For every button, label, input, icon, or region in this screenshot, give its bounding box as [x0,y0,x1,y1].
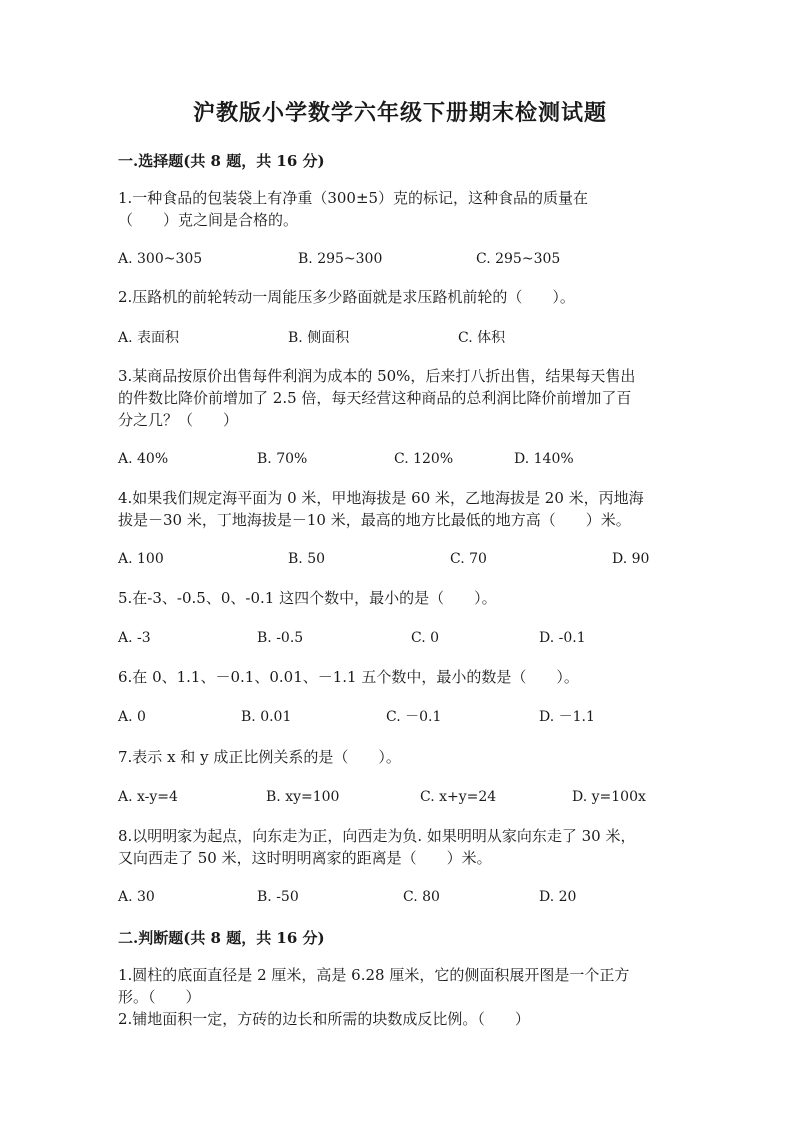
question-text [118,187,688,231]
option-c: C. x+y=24 [420,789,497,805]
options-row [118,327,688,349]
option-a: A. 100 [118,551,164,567]
options-row [118,248,688,270]
option-b: B. 50 [288,551,326,567]
question-text [118,746,688,768]
option-b: B. -0.5 [257,630,304,646]
option-b: B. 70% [257,451,308,467]
option-a: A. 0 [118,709,146,725]
option-a: A. 300~305 [118,251,203,267]
section-heading-judgement: 二.判断题(共 8 题，共 16 分) [118,929,325,947]
options-row [118,706,688,728]
section-heading-choice: 一.选择题(共 8 题，共 16 分) [118,152,325,170]
option-a: A. 40% [118,451,169,467]
question-line: 7.表示 x 和 y 成正比例关系的是（ ）。 [118,748,401,766]
question-line: 1.圆柱的底面直径是 2 厘米，高是 6.28 厘米，它的侧面积展开图是一个正方 [118,966,630,984]
question-text [118,365,688,431]
question-line: 1.一种食品的包装袋上有净重（300±5）克的标记，这种食品的质量在 [118,189,589,207]
question-text [118,487,688,531]
options-row [118,548,688,570]
question-text [118,825,688,869]
question-line: 形。（ ） [118,988,201,1006]
option-c: C. －0.1 [386,709,442,725]
question-line: 3.某商品按原价出售每件利润为成本的 50%，后来打八折出售，结果每天售出 [118,367,636,385]
option-a: A. 表面积 [118,330,180,346]
option-c: C. 70 [450,551,487,567]
option-d: D. -0.1 [539,630,586,646]
options-row [118,886,688,908]
question-line: 5.在-3、-0.5、0、-0.1 这四个数中，最小的是（ ）。 [118,589,497,607]
option-d: D. 90 [612,551,650,567]
option-b: B. xy=100 [266,789,340,805]
question-text [118,286,688,308]
option-d: D. －1.1 [539,709,595,725]
options-row [118,448,688,470]
option-b: B. 0.01 [241,709,292,725]
option-b: B. 侧面积 [288,330,350,346]
question-line: 2.铺地面积一定，方砖的边长和所需的块数成反比例。（ ） [118,1010,530,1028]
option-a: A. 30 [118,889,155,905]
question-line: 4.如果我们规定海平面为 0 米，甲地海拔是 60 米，乙地海拔是 20 米，丙地海 [118,489,644,507]
option-c: C. 体积 [458,330,506,346]
question-line: 8.以明明家为起点，向东走为正，向西走为负. 如果明明从家向东走了 30 米， [118,827,636,845]
option-c: C. 295~305 [476,251,561,267]
question-text [118,1008,688,1030]
option-b: B. -50 [257,889,299,905]
options-row [118,627,688,649]
question-line: 2.压路机的前轮转动一周能压多少路面就是求压路机前轮的（ ）。 [118,288,575,306]
question-line: 拔是－30 米，丁地海拔是－10 米，最高的地方比最低的地方高（ ）米。 [118,511,631,529]
option-b: B. 295~300 [298,251,383,267]
question-line: 分之几？（ ） [118,411,239,429]
option-a: A. -3 [118,630,151,646]
option-d: D. y=100x [572,789,646,805]
option-a: A. x-y=4 [118,789,178,805]
option-c: C. 0 [411,630,440,646]
page-title: 沪教版小学数学六年级下册期末检测试题 [192,100,607,126]
options-row [118,786,688,808]
question-line: 又向西走了 50 米，这时明明离家的距离是（ ）米。 [118,849,492,867]
question-text [118,666,688,688]
question-line: 的件数比降价前增加了 2.5 倍，每天经营这种商品的总利润比降价前增加了百 [118,389,632,407]
option-c: C. 120% [394,451,454,467]
question-line: 6.在 0、1.1、－0.1、0.01、－1.1 五个数中，最小的数是（ ）。 [118,668,579,686]
question-text [118,964,688,1008]
question-line: （ ）克之间是合格的。 [118,211,299,229]
option-d: D. 140% [514,451,574,467]
question-text [118,587,688,609]
option-d: D. 20 [539,889,577,905]
option-c: C. 80 [403,889,440,905]
